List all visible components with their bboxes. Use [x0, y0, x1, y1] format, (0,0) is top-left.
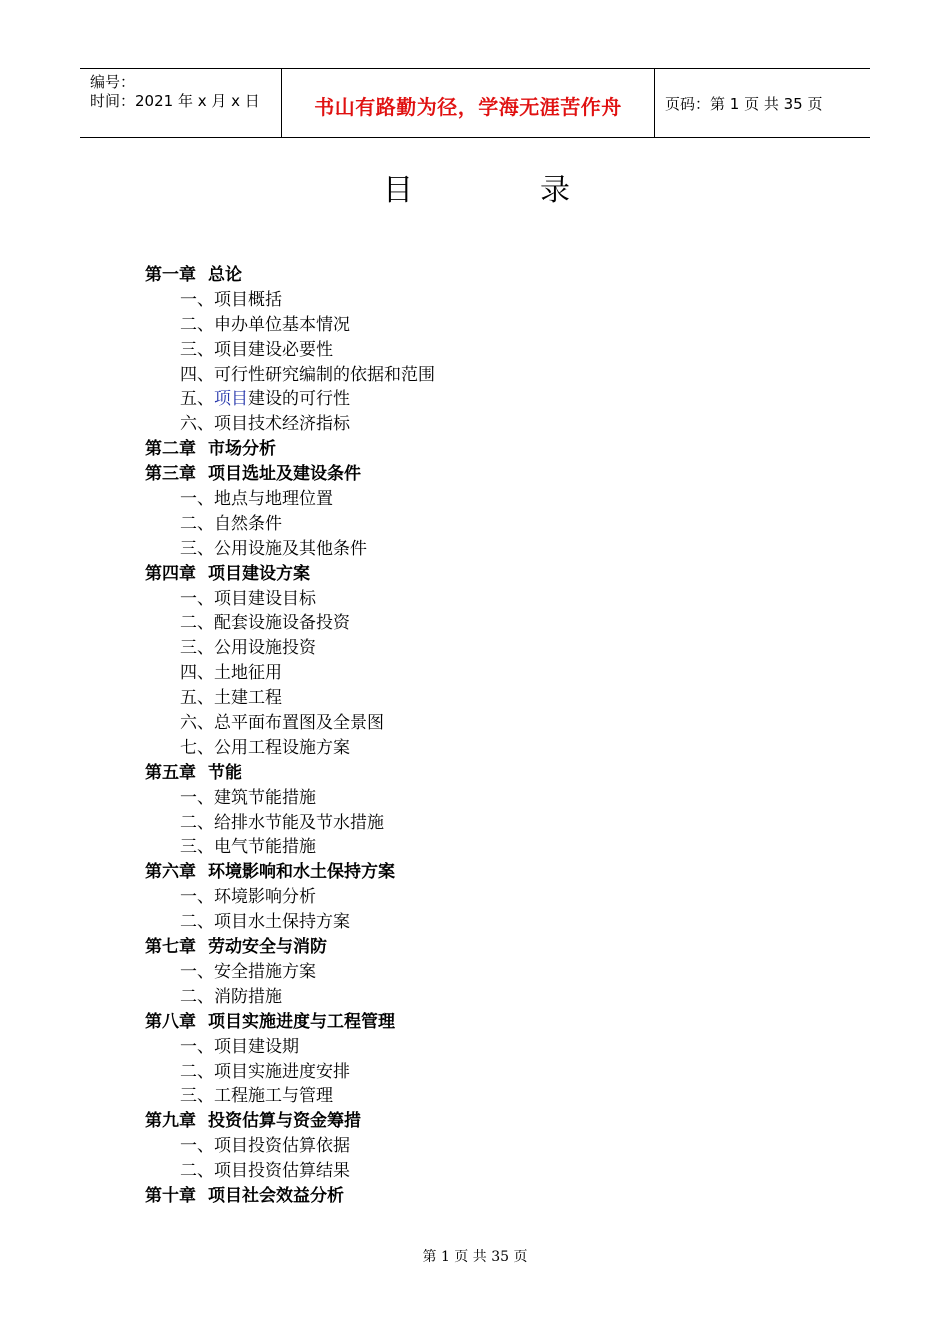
toc-chapter[interactable]: [145, 860, 435, 885]
toc-number: 四、: [180, 364, 214, 385]
toc-number: 第七章: [145, 937, 196, 958]
toc-number: 三、: [180, 538, 214, 559]
toc-text: 环境影响和水土保持方案: [208, 862, 395, 883]
toc-section[interactable]: [145, 288, 435, 313]
toc-text: 安全措施方案: [214, 961, 316, 982]
toc-number: 二、: [180, 513, 214, 534]
toc-text: 总平面布置图及全景图: [214, 713, 384, 734]
toc-text: 项目建设方案: [208, 563, 310, 584]
toc-number: 二、: [180, 812, 214, 833]
toc-section[interactable]: [145, 487, 435, 512]
toc-text: 市场分析: [208, 439, 276, 460]
toc-number: 七、: [180, 737, 214, 758]
toc-section[interactable]: [145, 835, 435, 860]
toc-text: 消防措施: [214, 986, 282, 1007]
toc-section[interactable]: [145, 885, 435, 910]
toc-section[interactable]: [145, 1060, 435, 1085]
toc-text: 土建工程: [214, 688, 282, 709]
toc-chapter[interactable]: [145, 437, 435, 462]
toc-chapter[interactable]: [145, 761, 435, 786]
toc-number: 第八章: [145, 1011, 196, 1032]
toc-text: 项目选址及建设条件: [208, 464, 361, 485]
toc-text: 建筑节能措施: [214, 787, 316, 808]
toc-section[interactable]: [145, 313, 435, 338]
toc-text: 项目水土保持方案: [214, 912, 350, 933]
toc-text: 项目投资估算依据: [214, 1136, 350, 1157]
toc-number: 第一章: [145, 265, 196, 285]
toc-text: 项目技术经济指标: [214, 414, 350, 435]
toc-number: 五、: [180, 389, 214, 410]
toc-number: 第九章: [145, 1111, 196, 1132]
toc-number: 三、: [180, 339, 214, 360]
toc-section[interactable]: [145, 736, 435, 761]
toc-number: 二、: [180, 613, 214, 634]
toc-chapter[interactable]: [145, 1010, 435, 1035]
header-table: [80, 68, 870, 138]
page-code: 页码：第 1 页 共 35 页: [665, 95, 823, 113]
toc-number: 第五章: [145, 762, 196, 783]
toc-text: 项目实施进度安排: [214, 1061, 350, 1082]
header-page-cell: [655, 69, 870, 137]
toc-number: 第六章: [145, 862, 196, 883]
toc-text: 项目投资估算结果: [214, 1161, 350, 1182]
toc-text: 节能: [208, 762, 242, 783]
toc-text: 项目建设目标: [214, 588, 316, 609]
toc-section[interactable]: [145, 512, 435, 537]
toc-number: 三、: [180, 638, 214, 659]
toc-text: 项目概括: [214, 289, 282, 310]
toc-text: 项目建设必要性: [214, 339, 333, 360]
toc-section[interactable]: [145, 786, 435, 811]
toc-number: 第二章: [145, 439, 196, 460]
toc-text: 公用设施投资: [214, 638, 316, 659]
toc-text: 土地征用: [214, 663, 282, 684]
toc-number: 一、: [180, 787, 214, 808]
toc-section[interactable]: [145, 636, 435, 661]
toc-chapter[interactable]: [145, 1184, 435, 1209]
toc-section[interactable]: [145, 587, 435, 612]
toc-section[interactable]: [145, 363, 435, 388]
toc-section[interactable]: [145, 338, 435, 363]
toc-chapter[interactable]: [145, 263, 435, 288]
toc-section[interactable]: [145, 387, 435, 412]
toc-section[interactable]: [145, 412, 435, 437]
toc-number: 一、: [180, 1136, 214, 1157]
toc-text: 建设的可行性: [248, 389, 350, 410]
toc-number: 一、: [180, 1036, 214, 1057]
toc-number: 六、: [180, 713, 214, 734]
toc-section[interactable]: [145, 537, 435, 562]
time-label: 时间：2021 年 x 月 x 日: [90, 92, 260, 110]
toc-text: 自然条件: [214, 513, 282, 534]
page-footer: 第 1 页 共 35 页: [422, 1249, 528, 1265]
page-title-char-1: 目: [383, 173, 413, 208]
toc-text: 公用设施及其他条件: [214, 538, 367, 559]
table-of-contents: [145, 263, 435, 1209]
toc-number: 第十章: [145, 1185, 196, 1206]
toc-text: 投资估算与资金筹措: [208, 1111, 361, 1132]
toc-number: 二、: [180, 1161, 214, 1182]
number-label: 编号：: [90, 73, 136, 91]
toc-text: 工程施工与管理: [214, 1086, 333, 1107]
toc-number: 二、: [180, 912, 214, 933]
toc-number: 一、: [180, 961, 214, 982]
toc-chapter[interactable]: [145, 462, 435, 487]
toc-section[interactable]: [145, 811, 435, 836]
toc-section[interactable]: [145, 960, 435, 985]
toc-number: 四、: [180, 663, 214, 684]
toc-chapter[interactable]: [145, 1109, 435, 1134]
toc-text: 项目实施进度与工程管理: [208, 1011, 395, 1032]
toc-text: 给排水节能及节水措施: [214, 812, 384, 833]
toc-section[interactable]: [145, 1159, 435, 1184]
toc-number: 二、: [180, 1061, 214, 1082]
toc-chapter[interactable]: [145, 935, 435, 960]
toc-section[interactable]: [145, 1134, 435, 1159]
toc-chapter[interactable]: [145, 562, 435, 587]
toc-number: 三、: [180, 837, 214, 858]
toc-number: 第三章: [145, 464, 196, 485]
toc-number: 五、: [180, 688, 214, 709]
toc-text: 公用工程设施方案: [214, 737, 350, 758]
toc-text: 电气节能措施: [214, 837, 316, 858]
toc-text: 申办单位基本情况: [214, 314, 350, 335]
toc-text: 环境影响分析: [214, 887, 316, 908]
toc-text: 总论: [208, 265, 242, 285]
toc-text: 项目社会效益分析: [208, 1185, 344, 1206]
toc-section[interactable]: [145, 1084, 435, 1109]
toc-link[interactable]: 项目: [214, 389, 248, 410]
toc-text: 地点与地理位置: [214, 489, 333, 510]
toc-number: 一、: [180, 289, 214, 310]
toc-section[interactable]: [145, 661, 435, 686]
toc-number: 二、: [180, 986, 214, 1007]
toc-section[interactable]: [145, 1035, 435, 1060]
toc-section[interactable]: [145, 686, 435, 711]
toc-section[interactable]: [145, 985, 435, 1010]
toc-number: 六、: [180, 414, 214, 435]
toc-number: 一、: [180, 887, 214, 908]
toc-text: 可行性研究编制的依据和范围: [214, 364, 435, 385]
header-motto-cell: [281, 69, 655, 137]
motto: 书山有路勤为径，学海无涯苦作舟: [314, 95, 622, 119]
page-title-char-2: 录: [540, 173, 570, 208]
toc-number: 一、: [180, 489, 214, 510]
toc-number: 一、: [180, 588, 214, 609]
toc-number: 三、: [180, 1086, 214, 1107]
toc-text: 劳动安全与消防: [208, 937, 327, 958]
toc-text: 配套设施设备投资: [214, 613, 350, 634]
toc-number: 第四章: [145, 563, 196, 584]
toc-section[interactable]: [145, 711, 435, 736]
toc-number: 二、: [180, 314, 214, 335]
toc-text: 项目建设期: [214, 1036, 299, 1057]
toc-section[interactable]: [145, 910, 435, 935]
toc-section[interactable]: [145, 611, 435, 636]
header-info-cell: [80, 69, 281, 137]
